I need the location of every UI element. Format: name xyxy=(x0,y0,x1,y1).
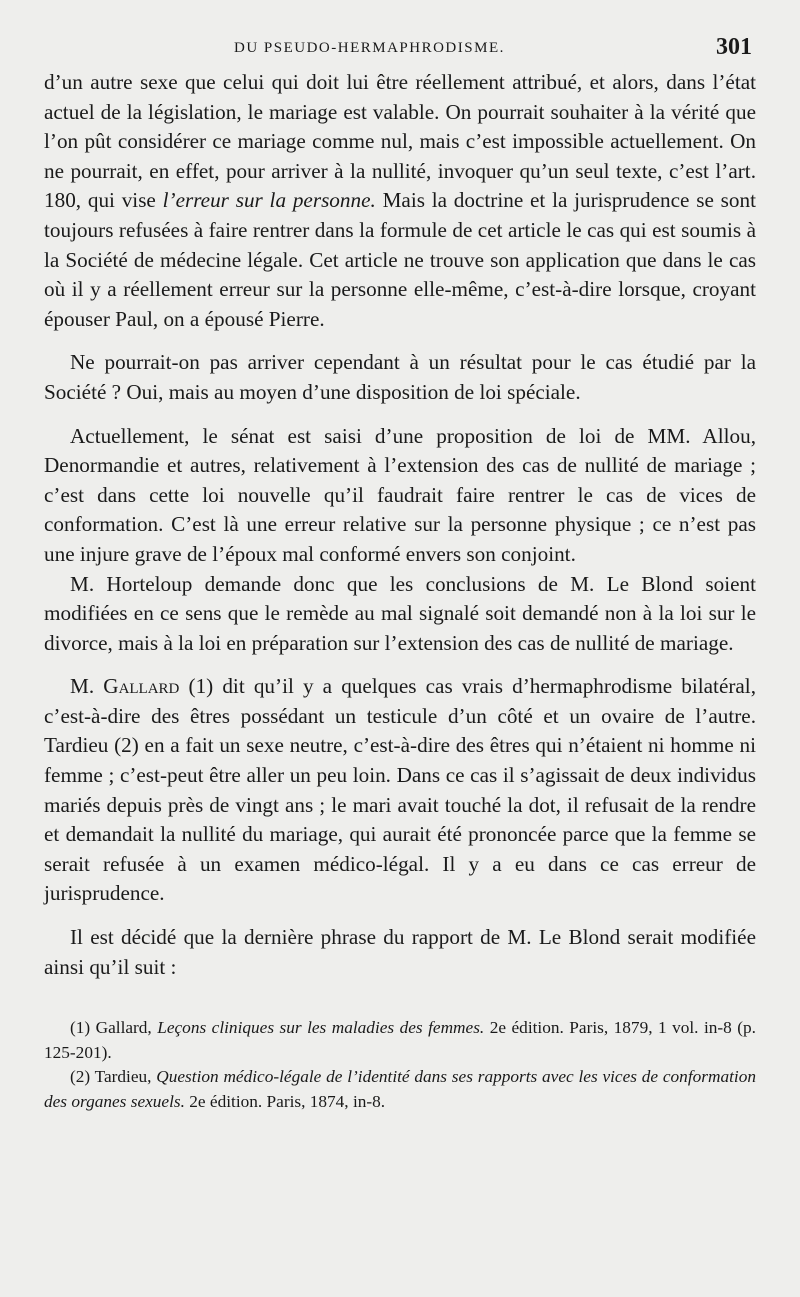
paragraph-5-text: (1) dit qu’il y a quelques cas vrais d’hermaphrodisme bilatéral, c’est-à-dire des êtres possédant un testicule d’un côté et un ovaire de l’autre. Tardieu (2) en a fait un sexe neutre, c’est-à-dire des êtres qui n’étaient ni homme ni femme ; c’est-peut être aller un peu loin. Dans ce cas il s’agissait de deux individus mariés depuis près de vingt ans ; le mari avait touché la dot, il refusait de la rendre et demandait la nullité du mariage, qui aurait été prononcée parce que la femme se serait refusée à un examen médico-légal. Il y a eu dans ce cas erreur de jurisprudence. xyxy=(44,674,756,906)
speaker-name-smallcaps: allard xyxy=(118,674,180,699)
footnotes xyxy=(44,1016,756,1114)
paragraph-1-text: d’un autre sexe que celui qui doit lui être réellement attribué, et alors, dans l’état actuel de la législation, le mariage est valable. On pourrait souhaiter à la vérité que l’on pût considérer ce mariage comme nul, mais c’est impossible actuellement. On ne pourrait, en effet, pour arriver à la nullité, invoquer qu’un seul texte, c’est l’art. 180, qui vise xyxy=(44,70,756,213)
paragraph-1 xyxy=(44,68,756,334)
paragraph-1-italic: l’erreur sur la personne. xyxy=(162,188,376,213)
footnote-2-start: (2) Tardieu, xyxy=(70,1067,157,1087)
paragraph-6: Il est décidé que la dernière phrase du rapport de M. Le Blond serait modifiée ainsi qu’il suit : xyxy=(44,925,756,979)
footnote-1 xyxy=(44,1016,756,1065)
footnote-2 xyxy=(44,1065,756,1114)
footnote-2-title: Question médico-légale de l’identité dans ses rapports avec les vices de conformation des organes sexuels. xyxy=(44,1067,756,1111)
paragraph-1-end: Mais la doctrine et la jurisprudence se sont toujours refusées à faire rentrer dans la formule de cet article le cas qui est soumis à la Société de médecine légale. Cet article ne trouve son application que dans le cas où il y a réellement erreur sur la personne elle-même, c’est-à-dire lorsque, croyant épouser Paul, on a épousé Pierre. xyxy=(44,188,756,331)
paragraph-3: Actuellement, le sénat est saisi d’une proposition de loi de MM. Allou, Denormandie et autres, relativement à l’extension des cas de nullité de mariage ; c’est dans cette loi nouvelle qu’il faudrait faire rentrer le cas de vices de conformation. C’est là une erreur relative sur la personne physique ; ce n’est pas une injure grave de l’époux mal conformé envers son conjoint. xyxy=(44,423,756,566)
footnote-1-end: 2e édition. Paris, 1879, 1 vol. in-8 (p. 125-201). xyxy=(44,1018,756,1062)
footnote-1-start: (1) Gallard, xyxy=(70,1018,158,1038)
page-number: 301 xyxy=(716,34,752,60)
paragraph-2: Ne pourrait-on pas arriver cependant à un résultat pour le cas étudié par la Société ? Oui, mais au moyen d’une disposition de loi spéciale. xyxy=(44,350,756,404)
running-head xyxy=(44,34,756,62)
speaker-name-initial: M. G xyxy=(70,674,119,699)
paragraph-4: M. Horteloup demande donc que les conclusions de M. Le Blond soient modifiées en ce sens que le remède au mal signalé soit demandé non à la loi sur le divorce, mais à la loi en préparation sur l’extension des cas de nullité de mariage. xyxy=(44,571,756,655)
running-title: DU PSEUDO-HERMAPHRODISME. xyxy=(234,40,505,56)
paragraph-5 xyxy=(44,672,756,909)
body-text xyxy=(44,68,756,982)
footnote-1-title: Leçons cliniques sur les maladies des femmes. xyxy=(157,1018,485,1038)
footnote-2-end: 2e édition. Paris, 1874, in-8. xyxy=(184,1091,386,1111)
